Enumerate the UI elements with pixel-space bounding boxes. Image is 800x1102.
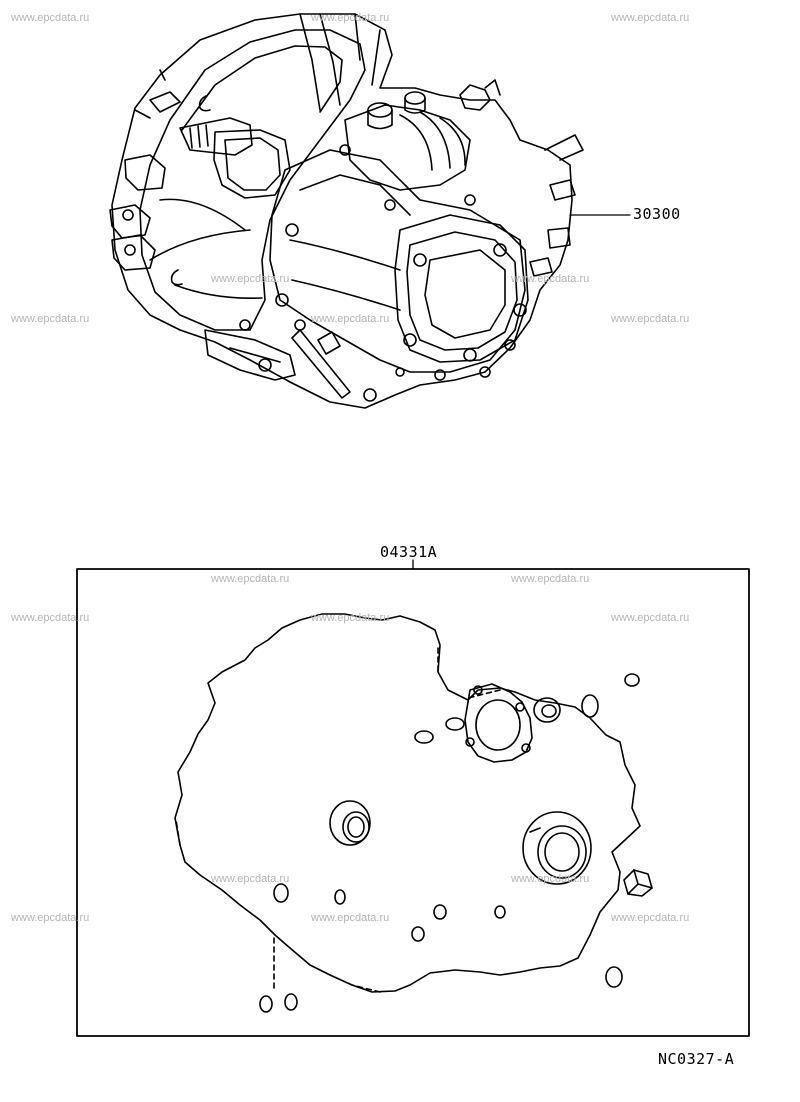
- watermark: www.epcdata.ru: [611, 912, 690, 924]
- watermark: www.epcdata.ru: [211, 273, 290, 285]
- watermark: www.epcdata.ru: [211, 873, 290, 885]
- watermark: www.epcdata.ru: [511, 573, 590, 585]
- watermark: www.epcdata.ru: [611, 313, 690, 325]
- watermark: www.epcdata.ru: [11, 12, 90, 24]
- figure-code: NC0327-A: [658, 1050, 735, 1068]
- gasket-kit-drawing: [77, 569, 749, 1036]
- part-number-04331A: 04331A: [380, 543, 438, 561]
- watermark: www.epcdata.ru: [211, 573, 290, 585]
- watermark: www.epcdata.ru: [511, 273, 590, 285]
- transaxle-assembly-drawing: [110, 14, 583, 408]
- watermark: www.epcdata.ru: [311, 313, 390, 325]
- watermark: www.epcdata.ru: [611, 612, 690, 624]
- watermark: www.epcdata.ru: [11, 313, 90, 325]
- watermark: www.epcdata.ru: [311, 912, 390, 924]
- part-number-30300: 30300: [633, 205, 681, 223]
- watermark: www.epcdata.ru: [611, 12, 690, 24]
- watermark: www.epcdata.ru: [11, 612, 90, 624]
- watermark: www.epcdata.ru: [11, 912, 90, 924]
- kit-frame: [77, 569, 749, 1036]
- watermark: www.epcdata.ru: [311, 612, 390, 624]
- watermark: www.epcdata.ru: [511, 873, 590, 885]
- watermark: www.epcdata.ru: [311, 12, 390, 24]
